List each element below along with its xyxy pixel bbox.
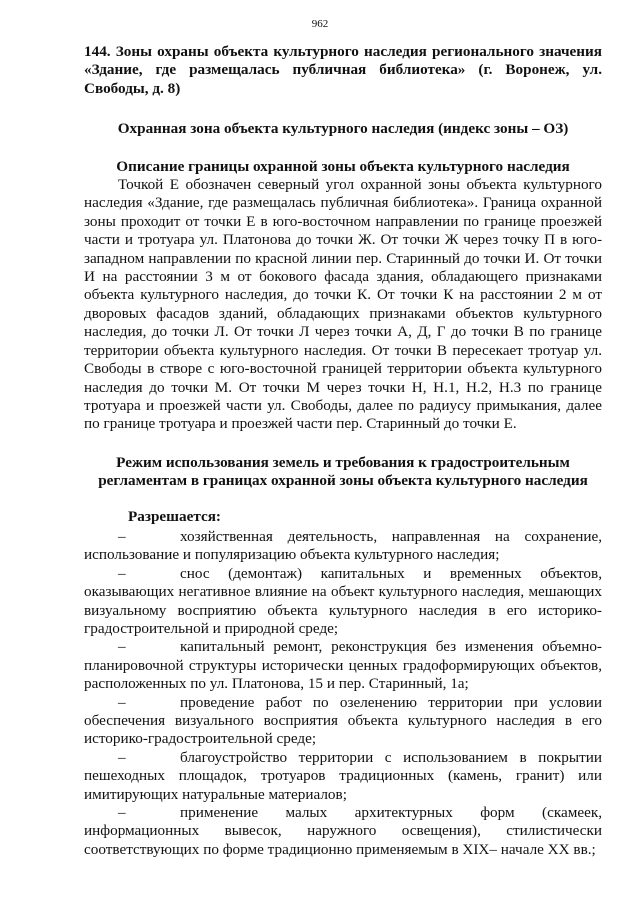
document-title: 144. Зоны охраны объекта культурного наследия регионального значения «Здание, где размещалась публичная библиотека» (г. Воронеж, ул. Свободы, д. 8): [84, 43, 602, 97]
allowed-item: [84, 694, 602, 749]
boundary-description-heading: Описание границы охранной зоны объекта культурного наследия: [116, 157, 570, 175]
boundary-description-text: Точкой Е обозначен северный угол охранной зоны объекта культурного наследия «Здание, где размещалась публичная библиотека». Граница охранной зоны проходит от точки Е в юго-восточном направлении по границе проезжей части и тротуара ул. Платонова до точки Ж. От точки Ж через точку П в юго-западном направлении по красной линии пер. Старинный до точки И. От точки И на расстоянии 3 м от бокового фасада здания, обладающего признаками объекта культурного наследия, до точки К. От точки К на расстоянии 2 м от дворовых фасадов зданий, обладающих признаками объектов культурного наследия, до точки Л. От точки Л через точки А, Д, Г до точки В по границе территории объекта культурного наследия. От точки В пересекает тротуар ул. Свободы в створе с юго-восточной границей территории объекта культурного наследия до точки М. От точки М через точки Н, Н.1, Н.2, Н.3 по границе тротуара и проезжей части ул. Свободы, далее по радиусу примыкания, далее по границе тротуара и проезжей части пер. Старинный до точки Е.: [84, 176, 602, 433]
zone-heading: Охранная зона объекта культурного наследия (индекс зоны – ОЗ): [117, 120, 569, 138]
regime-heading: Режим использования земель и требования к градостроительным регламентам в границах охранной зоны объекта культурного наследия: [98, 453, 588, 490]
allowed-item: [84, 804, 602, 859]
list-dash: –: [118, 804, 126, 822]
allowed-item-text: хозяйственная деятельность, направленная на сохранение, использование и популяризацию объекта культурного наследия;: [84, 527, 602, 564]
list-dash: –: [118, 527, 126, 545]
allowed-item-text: проведение работ по озеленению территории при условии обеспечения визуального восприятия объекта культурного наследия в его историко-градостроительной среде;: [84, 693, 602, 748]
allowed-item-text: применение малых архитектурных форм (скамеек, информационных вывесок, наружного освещения), стилистически соответствующих по форме традиционно применяемым в XIX– начале XX вв.;: [84, 804, 602, 858]
allowed-item: [84, 528, 602, 565]
list-dash: –: [118, 564, 126, 582]
allowed-item: [84, 638, 602, 693]
allowed-item: [84, 749, 602, 804]
allowed-item-text: благоустройство территории с использованием в покрытии пешеходных площадок, тротуаров традиционных (камень, гранит) или имитирующих натуральные материалов;: [84, 748, 602, 803]
allowed-item-text: капитальный ремонт, реконструкция без изменения объемно-планировочной структуры исторически ценных градоформирующих объектов, расположенных по ул. Платонова, 15 и пер. Старинный, 1а;: [84, 638, 602, 693]
page-number: 962: [311, 18, 329, 30]
allowed-item-text: снос (демонтаж) капитальных и временных объектов, оказывающих негативное влияние на объект культурного наследия, мешающих визуальному восприятию объекта культурного наследия в его историко-градостроительной и природной среде;: [84, 564, 602, 637]
list-dash: –: [118, 748, 126, 766]
allowed-item: [84, 565, 602, 639]
allowed-heading: Разрешается:: [128, 507, 221, 525]
document-body: [84, 43, 602, 859]
list-dash: –: [118, 638, 126, 656]
list-dash: –: [118, 693, 126, 711]
